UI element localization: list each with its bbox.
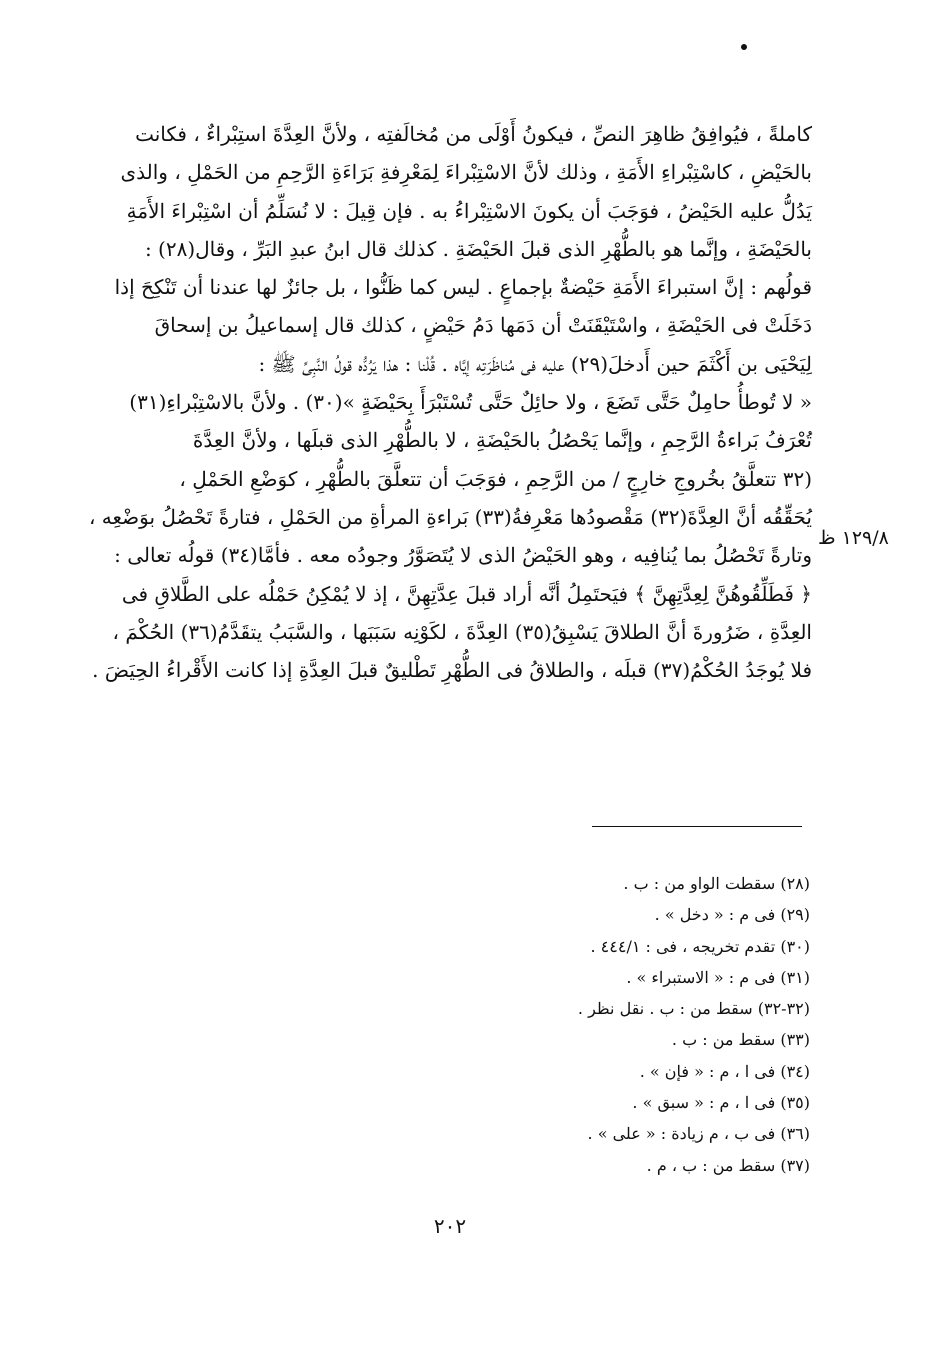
text-line: فلا يُوجَدُ الحُكْمُ(٣٧) قبلَه ، والطلاقُ فى الطُّهْرِ تَطْليقٌ قبلَ العِدَّةِ إذا كانت الأَقْراءُ الحِيَضَ . <box>92 658 812 683</box>
footnotes <box>540 868 810 1181</box>
text-line: قولُهم : إنَّ استبراءَ الأَمَةِ حَيْضةٌ بإجماعٍ . ليس كما ظَنُّوا ، بل جائزٌ لها عندنا أن تَنْكِحَ إذا <box>114 275 812 300</box>
text-line: يَدُلُّ عليه الحَيْضُ ، فوَجَبَ أن يكونَ الاسْتِبْراءُ به . فإن قِيلَ : لا نُسَلِّمُ أن اسْتِبْراءَ الأَمَةِ <box>126 198 812 223</box>
footnote: (٣٥) فى ا ، م : « سبق » . <box>632 1093 810 1113</box>
main-text-block <box>88 115 812 689</box>
footnote: (٣١) فى م : « الاستبراء » . <box>626 967 810 987</box>
text-line: كاملةً ، فيُوافِقُ ظاهِرَ النصِّ ، فيكونُ أَوْلَى من مُخالَفتِه ، ولأنَّ العِدَّةَ استِبْراءٌ ، فكانت <box>135 122 812 146</box>
ink-dot <box>741 44 747 50</box>
footnote: (٢٨) سقطت الواو من : ب . <box>623 874 810 893</box>
text-line: يُحَقِّقُه أنَّ العِدَّةَ(٣٢) مَقْصودُها مَعْرِفةُ(٣٣) بَراءةِ المرأةِ من الحَمْلِ ، فتارةً تَحْصُلُ بوَضْعِه ، <box>88 504 812 529</box>
margin-reference: ١٢٩/٨ ظ <box>818 527 889 549</box>
page-number: ٢٠٢ <box>433 1214 467 1238</box>
text-line: لِيَحْيَى بن أَكْثَمَ حين أَدخلَ(٢٩) عليه فى مُناظَرَتِه إيَّاه . قُلْنا : هذا يَرُدُّه قولُ النَّبِىِّ ﷺ : <box>258 351 812 376</box>
text-line: « لا تُوطأُ حامِلٌ حَتَّى تَضَعَ ، ولا حائِلٌ حَتَّى تُسْتَبْرَأَ بِحَيْضَةٍ »(٣٠) . ولأنَّ بالاسْتِبْراءِ(٣١) <box>129 390 812 415</box>
text-line: بالحَيْضِ ، كاسْتِبْراءِ الأَمَةِ ، وذلك لأنَّ الاسْتِبْراءَ لِمَعْرِفةِ بَرَاءَةِ الرَّحِمِ من الحَمْلِ ، والذى <box>120 160 812 185</box>
text-line: دَخَلَتْ فى الحَيْضَةِ ، واسْتَيْقَنَتْ أن دَمَها دَمُ حَيْضٍ ، كذلك قال إسماعيلُ بن إسحاقَ <box>154 313 812 338</box>
footnote: (٣٤) فى ا ، م : « فإن » . <box>639 1061 810 1081</box>
text-line: العِدَّةِ ، ضَرُورةَ أنَّ الطلاقَ يَسْبِقُ(٣٥) العِدَّةَ ، لكَوْنِه سَبَبَها ، والسَّبَبُ يتقَدَّمُ(٣٦) الحُكْمَ ، <box>112 619 812 644</box>
text-line: ﴿ فَطَلِّقُوهُنَّ لِعِدَّتِهِنَّ ﴾ فيَحتَمِلُ أنَّه أراد قبلَ عِدَّتِهِنَّ ، إذ لا يُمْكِنُ حَمْلُه على الطَّلاقِ فى <box>121 581 812 606</box>
footnote: (٢٩) فى م : « دخل » . <box>654 905 810 925</box>
footnote-divider <box>592 826 802 827</box>
text-line: (٣٢ تتعلَّقُ بخُروجِ خارِجٍ / من الرَّحِمِ ، فوَجَبَ أن تتعلَّقَ بالطُّهْرِ ، كوَضْعِ الحَمْلِ ، <box>179 466 812 491</box>
footnote: (٣٠) تقدم تخريجه ، فى : ٤٤٤/١ . <box>590 936 810 956</box>
text-line: بالحَيْضَةِ ، وإنَّما هو بالطُّهْرِ الذى قبلَ الحَيْضَةِ . كذلك قال ابنُ عبدِ البَرِّ ، وقال(٢٨) : <box>144 236 812 261</box>
footnote: (٣٦) فى ب ، م زيادة : « على » . <box>587 1124 810 1144</box>
text-line: تُعْرَفُ بَراءةُ الرَّحِمِ ، وإنَّما يَحْصُلُ بالحَيْضَةِ ، لا بالطُّهْرِ الذى قبلَها ، ولأنَّ العِدَّةَ <box>192 428 812 453</box>
footnote: (٣٢-٣٢) سقط من : ب . نقل نظر . <box>577 999 810 1019</box>
footnote: (٣٣) سقط من : ب . <box>671 1030 810 1050</box>
text-line: وتارةً تَحْصُلُ بما يُنافِيه ، وهو الحَيْضُ الذى لا يُتَصَوَّرُ وجودُه معه . فأمَّا(٣٤) قولُه تعالى : <box>114 543 812 568</box>
footnote: (٣٧) سقط من : ب ، م . <box>646 1155 810 1175</box>
